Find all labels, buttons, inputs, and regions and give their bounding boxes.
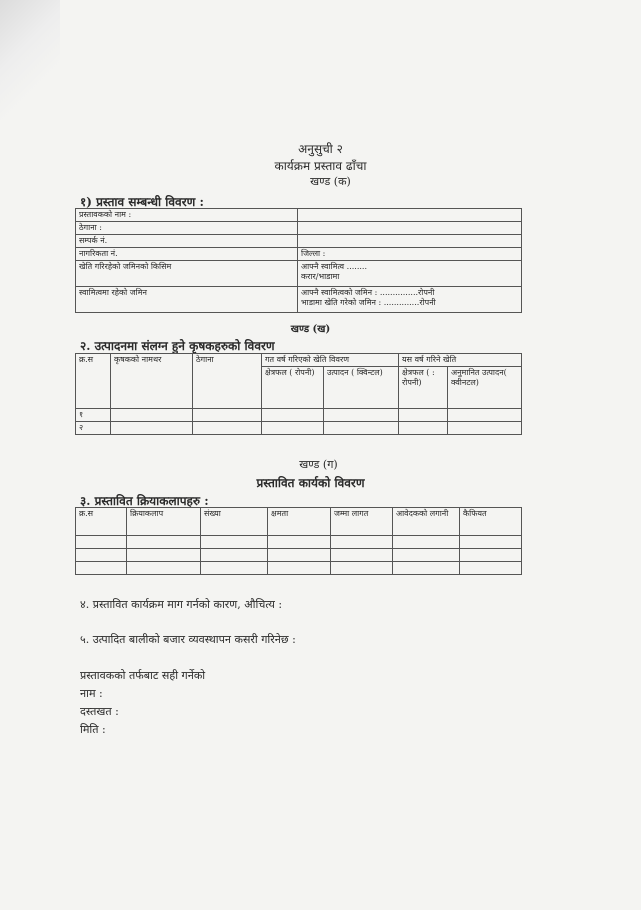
signature-sign: दस्तखत : [80, 705, 119, 718]
owned-land-label: स्वामित्वमा रहेको जमिन [76, 287, 298, 313]
farmer-name-header: कृषकको नामथर [111, 354, 193, 409]
section4-text: ४. प्रस्तावित कार्यक्रम माग गर्नको कारण, औचित्य : [80, 598, 283, 611]
table-row [76, 409, 522, 422]
scan-fold-shadow [0, 0, 60, 120]
part-b-label: खण्ड (ख) [290, 324, 331, 335]
section2-heading: २. उत्पादनमा संलग्न हुने कृषकहरुको विवरण [80, 339, 275, 353]
table-row [76, 422, 522, 435]
address-label: ठेगाना : [76, 222, 298, 235]
table-row [76, 536, 522, 549]
section5-text: ५. उत्पादित बालीको बजार व्यवस्थापन कसरी गरिनेछ : [80, 633, 296, 646]
lease-option: करार/भाडामा [301, 272, 340, 281]
activity-header: क्रियाकलाप [127, 508, 201, 536]
part-c-label: खण्ड (ग) [299, 458, 338, 471]
part-c-title: प्रस्तावित कार्यको विवरण [256, 476, 365, 490]
table-row [76, 549, 522, 562]
applicant-cost-header: आवेदकको लगानी [393, 508, 460, 536]
address-header: ठेगाना [193, 354, 262, 409]
row-number: १ [76, 409, 111, 422]
signature-on-behalf: प्रस्तावकको तर्फबाट सही गर्नेको [80, 669, 206, 682]
remarks-header: कैफियत [460, 508, 522, 536]
area-header-1: क्षेत्रफल ( रोपनी) [262, 367, 324, 409]
land-area-values [298, 287, 522, 313]
table-row [76, 562, 522, 575]
form-title: कार्यक्रम प्रस्ताव ढाँचा [274, 159, 367, 173]
sn-header: क्र.स [76, 354, 111, 409]
section3-heading: ३. प्रस्तावित क्रियाकलापहरु : [80, 494, 209, 508]
proposal-details-table [75, 208, 522, 313]
production-header: उत्पादन ( क्विन्टल) [324, 367, 399, 409]
count-header: संख्या [201, 508, 268, 536]
own-option: आफ्नै स्वामित्व ........ [301, 262, 367, 271]
district-label: जिल्ला : [298, 248, 522, 261]
area-header-2: क्षेत्रफल ( : रोपनी) [399, 367, 448, 409]
est-production-header: अनुमानित उत्पादन( क्वीनटल) [448, 367, 522, 409]
land-type-options [298, 261, 522, 287]
total-cost-header: जम्मा लागत [331, 508, 393, 536]
citizenship-label: नागरिकता नं. [76, 248, 298, 261]
leased-land-area: भाडामा खेति गरेको जमिन : ..............रोपनी [301, 298, 436, 307]
row-number: २ [76, 422, 111, 435]
land-type-label: खेति गरिरहेको जमिनको किसिम [76, 261, 298, 287]
farmers-table [75, 353, 522, 435]
address-value [298, 222, 522, 235]
signature-name: नाम : [80, 687, 103, 700]
contact-label: सम्पर्क नं. [76, 235, 298, 248]
last-year-header: गत वर्ष गरिएको खेति विवरण [262, 354, 399, 367]
applicant-name-value [298, 209, 522, 222]
own-land-area: आफ्नै स्वामित्वको जमिन : ...............रोपनी [301, 288, 435, 297]
section1-heading: १) प्रस्ताव सम्बन्धी विवरण : [80, 195, 204, 209]
capacity-header: क्षमता [268, 508, 331, 536]
activities-table [75, 507, 522, 575]
signature-date: मिति : [80, 723, 106, 736]
part-a-label: खण्ड (क) [310, 175, 351, 188]
applicant-name-label: प्रस्तावकको नाम : [76, 209, 298, 222]
contact-value [298, 235, 522, 248]
this-year-header: यस वर्ष गरिने खेति [399, 354, 522, 367]
sn-header: क्र.स [76, 508, 127, 536]
schedule-label: अनुसुची २ [298, 142, 343, 156]
